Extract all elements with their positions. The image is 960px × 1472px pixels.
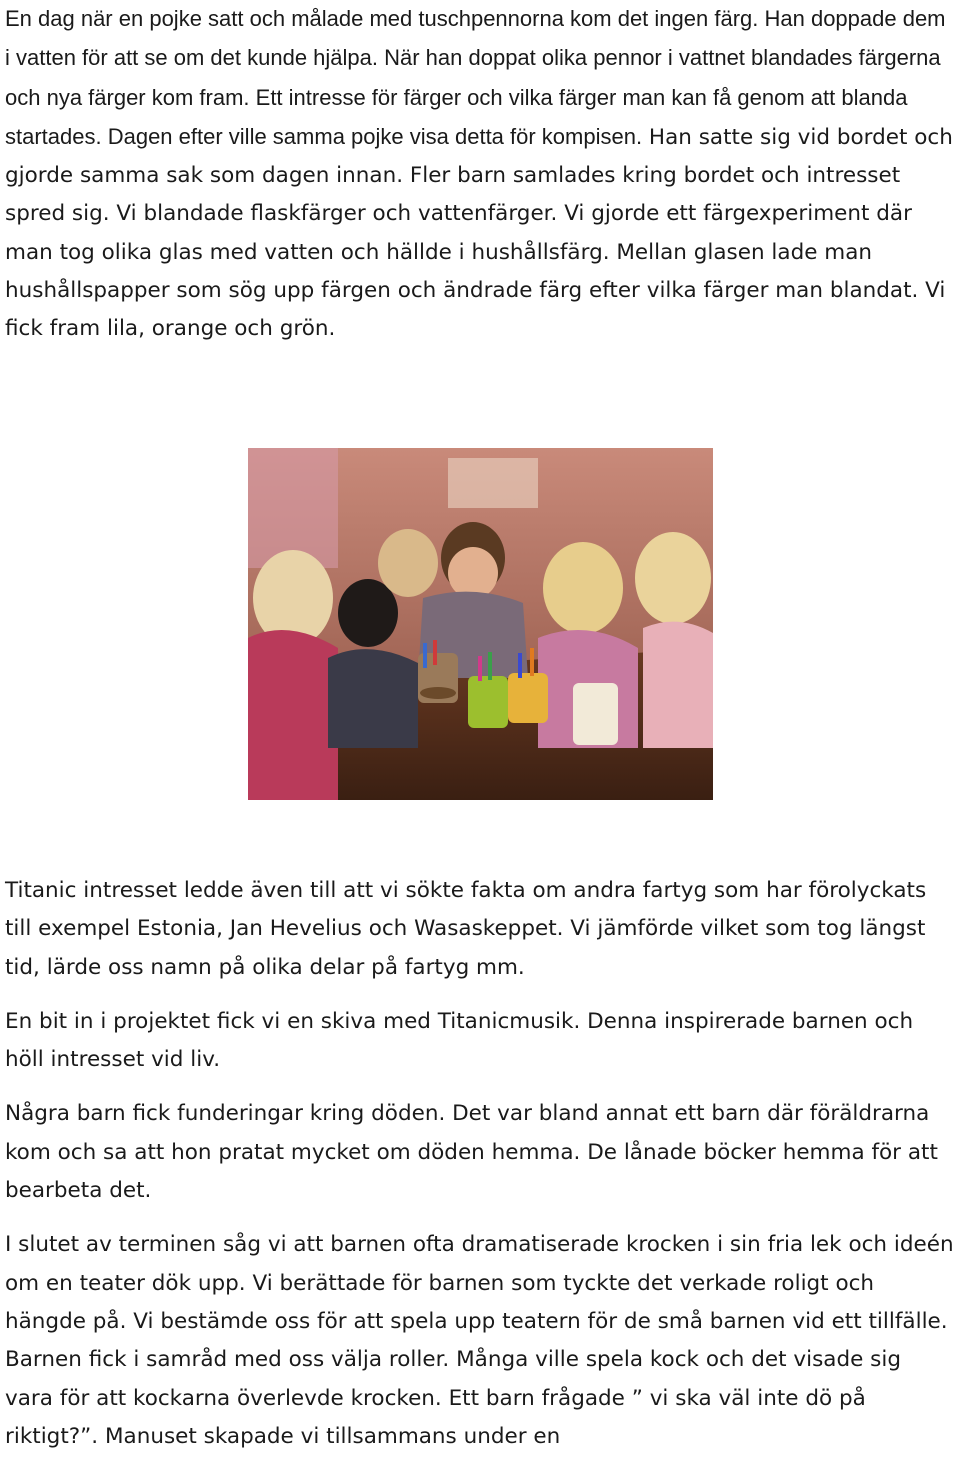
intro-paragraph	[5, 0, 955, 349]
children-color-experiment-photo	[248, 448, 713, 800]
intro-text-part-1: En dag när en pojke satt och målade med tuschpennorna kom det ingen färg. Han doppade dem i vatten för att se om det kunde hjälpa. När han doppat olika pennor i vattnet blandades färgerna och nya färger kom fram. Ett intresse för färger och vilka färger man kan få genom att blanda startades. Dagen efter ville samma pojke visa detta för kompisen.	[5, 6, 946, 149]
paragraph-titanic-music: En bit in i projektet fick vi en skiva med Titanicmusik. Denna inspirerade barnen och höll intresset vid liv.	[5, 1008, 914, 1073]
paragraph-titanic-facts: Titanic intresset ledde även till att vi sökte fakta om andra fartyg som har förolyckats till exempel Estonia, Jan Hevelius och Wasaskeppet. Vi jämförde vilket som tog längst tid, lärde oss namn på olika delar på fartyg mm.	[5, 878, 927, 980]
body-text	[5, 872, 955, 1472]
paragraph-theater: I slutet av terminen såg vi att barnen ofta dramatiserade krocken i sin fria lek och ideén om en teater dök upp. Vi berättade för barnen som tyckte det verkade roligt och hängde på. Vi bestämde oss för att spela upp teatern för de små barnen vid ett tillfälle. Barnen fick i samråd med oss välja roller. Många ville spela kock och det visade sig vara för att kockarna överlevde krocken. Ett barn frågade ” vi ska väl inte dö på riktigt?”. Manuset skapade vi tillsammans under en	[5, 1232, 954, 1449]
intro-text-part-2: Han satte sig vid bordet och gjorde samma sak som dagen innan. Fler barn samlades kring bordet och intresset spred sig. Vi blandade flaskfärger och vattenfärger. Vi gjorde ett färgexperiment där man tog olika glas med vatten och hällde i hushållsfärg. Mellan glasen lade man hushållspapper som sög upp färgen och ändrade färg efter vilka färger man blandat. Vi fick fram lila, orange och grön.	[5, 124, 953, 342]
paragraph-death-thoughts: Några barn fick funderingar kring döden. Det var bland annat ett barn där föräldrarna kom och sa att hon pratat mycket om döden hemma. De lånade böcker hemma för att bearbeta det.	[5, 1101, 938, 1204]
